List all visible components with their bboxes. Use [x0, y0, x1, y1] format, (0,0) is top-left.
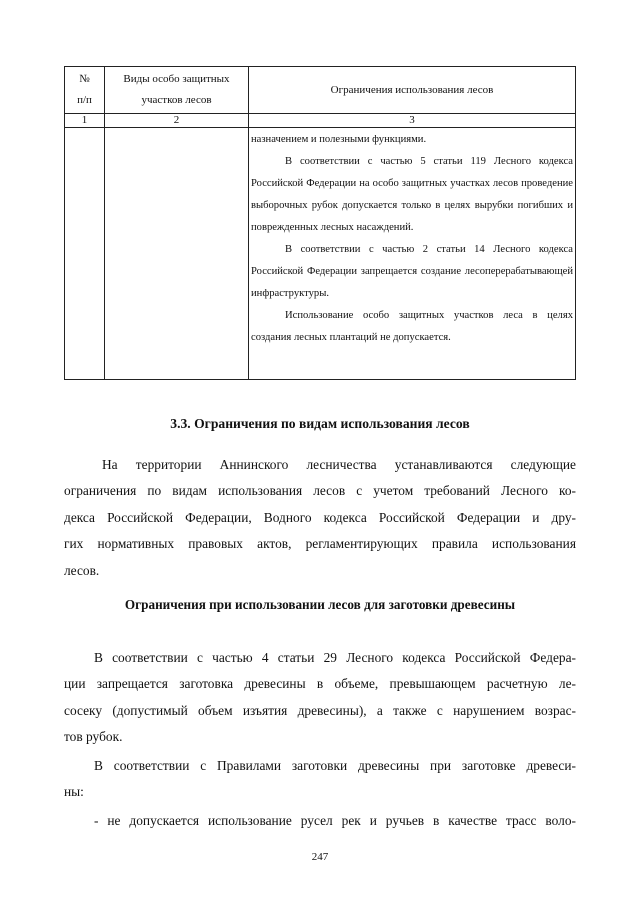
cell-restrictions — [249, 128, 576, 380]
header-area-type — [105, 67, 249, 114]
cell-number — [65, 128, 105, 380]
cell-area-type — [105, 128, 249, 380]
text-line: гих нормативных правовых актов, регламентирующих правила использования — [64, 536, 576, 552]
text-line: лесов. — [64, 562, 100, 578]
text-line: ограничения по видам использования лесов с учетом требований Лесного ко- — [64, 483, 576, 499]
restriction-text: Использование особо защитных участков леса в целях создания лесных плантаций не допускается. — [251, 310, 573, 343]
text-line: В соответствии с Правилами заготовки древесины при заготовке древеси- — [94, 758, 576, 773]
restrictions-table — [64, 66, 576, 380]
paragraph-2 — [64, 753, 576, 806]
text-line: сосеку (допустимый объем изъятия древесины), а также с нарушением возрас- — [64, 702, 576, 718]
header-number — [65, 67, 105, 114]
paragraph-3 — [64, 808, 576, 834]
restriction-text: В соответствии с частью 5 статьи 119 Лесного кодекса Российской Федерации на особо защитных участках лесов проведение выборочных рубок допускается только в целях вырубки погибших и поврежденных лесных насаждений. — [251, 156, 573, 233]
header-restrictions: Ограничения использования лесов — [249, 67, 576, 114]
table-body-row — [65, 128, 576, 380]
restriction-text: назначением и полезными функциями. — [251, 134, 427, 145]
text-line: На территории Аннинского лесничества устанавливаются следующие — [102, 457, 576, 472]
paragraph-1 — [64, 645, 576, 751]
text-line: декса Российской Федерации, Водного кодекса Российской Федерации и дру- — [64, 509, 576, 525]
text-line: ны: — [64, 784, 84, 800]
col-number-2: 2 — [105, 114, 249, 128]
text-line: ции запрещается заготовка древесины в объеме, превышающем расчетную ле- — [64, 676, 576, 692]
header-area-type-line2: участков лесов — [141, 94, 212, 106]
col-number-3: 3 — [249, 114, 576, 128]
text-line: тов рубок. — [64, 729, 123, 745]
table-number-row — [65, 114, 576, 128]
text-line: - не допускается использование русел рек и ручьев в качестве трасс воло- — [94, 813, 576, 828]
text-line: В соответствии с частью 4 статьи 29 Лесного кодекса Российской Федера- — [94, 650, 576, 665]
header-number-line1: № — [79, 73, 90, 85]
header-area-type-line1: Виды особо защитных — [123, 73, 230, 85]
subheading: Ограничения при использовании лесов для заготовки древесины — [124, 597, 516, 612]
col-number-1: 1 — [65, 114, 105, 128]
table-header-row — [65, 67, 576, 114]
restriction-text: В соответствии с частью 2 статьи 14 Лесного кодекса Российской Федерации запрещается создание лесоперерабатывающей инфраструктуры. — [251, 244, 573, 299]
page-number: 247 — [311, 851, 329, 863]
intro-paragraph — [64, 452, 576, 584]
header-number-line2: п/п — [77, 94, 92, 106]
section-heading: 3.3. Ограничения по видам использования лесов — [170, 416, 470, 431]
